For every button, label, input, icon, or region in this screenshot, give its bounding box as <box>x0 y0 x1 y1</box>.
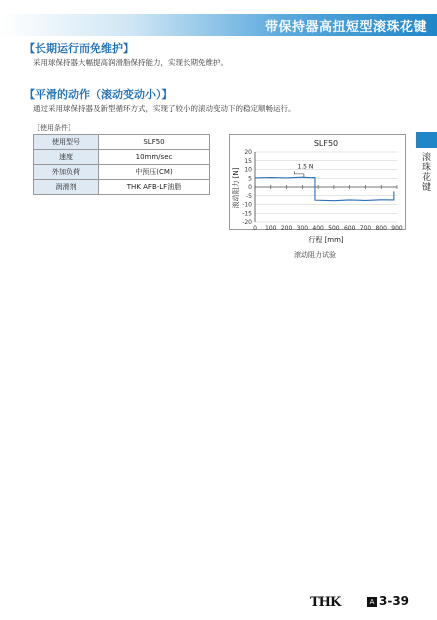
brand-logo: THK <box>310 595 341 610</box>
y-tick-label: -5 <box>246 192 252 200</box>
table-value: 10mm/sec <box>99 150 210 165</box>
x-tick-label: 500 <box>328 225 340 232</box>
table-value: 中预压(CM) <box>99 165 210 180</box>
table-value: SLF50 <box>99 135 210 150</box>
section-text-maintenance: 采用球保持器大幅提高润滑脂保持能力，实现长期免维护。 <box>33 58 228 67</box>
x-tick-label: 400 <box>312 225 324 232</box>
section-text-smooth: 通过采用球保持器及新型循环方式，实现了较小的滚动变动下的稳定顺畅运行。 <box>33 104 296 113</box>
table-key: 使用型号 <box>34 135 99 150</box>
chart-title: SLF50 <box>313 139 339 148</box>
resistance-series-line <box>255 177 394 200</box>
x-tick-label: 600 <box>343 225 356 232</box>
x-tick-label: 800 <box>375 225 387 232</box>
x-tick-label: 900 <box>391 225 403 232</box>
section-heading-maintenance: 【长期运行而免维护】 <box>24 42 134 55</box>
page-number: 3-39 <box>379 594 410 608</box>
x-tick-label: 200 <box>280 225 293 232</box>
page-title: 带保持器高扭短型滚珠花键 <box>264 20 427 35</box>
y-tick-label: -15 <box>242 210 252 218</box>
y-tick-label: 5 <box>248 175 252 183</box>
y-tick-label: 20 <box>244 149 252 156</box>
section-a-icon: A <box>367 597 377 607</box>
x-tick-label: 700 <box>359 225 372 232</box>
chart-y-label: 滚动阻力 [N] <box>232 167 240 209</box>
y-tick-label: -10 <box>242 201 252 209</box>
annotation-label: 1.5 N <box>297 163 314 171</box>
x-tick-label: 300 <box>296 225 309 232</box>
table-key: 润滑剂 <box>34 180 99 195</box>
chart-ticks <box>242 149 403 232</box>
chart-series <box>255 164 394 201</box>
chart-caption: 滚动阻力试验 <box>294 251 336 259</box>
table-key: 外加负荷 <box>34 165 99 180</box>
section-heading-smooth: 【平滑的动作（滚动变动小）】 <box>24 88 173 101</box>
table-value: THK AFB-LF油脂 <box>99 180 210 195</box>
annotation-bracket <box>294 171 303 177</box>
y-tick-label: 0 <box>248 184 252 191</box>
y-tick-label: 15 <box>244 157 252 165</box>
chart-x-label: 行程 [mm] <box>308 236 344 244</box>
side-tab-label: 滚珠花键 <box>420 152 430 192</box>
table-key: 速度 <box>34 150 99 165</box>
conditions-label: ［使用条件］ <box>33 124 75 132</box>
x-tick-label: 0 <box>253 225 257 232</box>
y-tick-label: -20 <box>242 219 252 226</box>
chart-grid <box>255 152 397 222</box>
x-tick-label: 100 <box>265 225 277 232</box>
y-tick-label: 10 <box>244 166 252 174</box>
